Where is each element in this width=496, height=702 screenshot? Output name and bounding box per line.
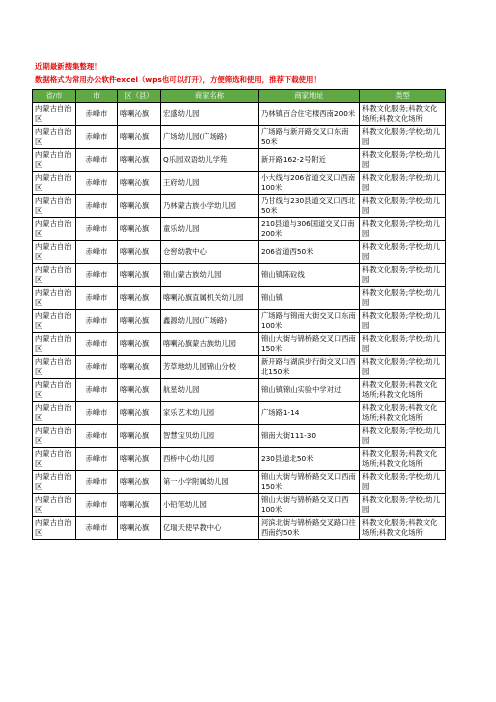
table-row bbox=[33, 471, 446, 494]
cell-type: 科教文化服务;科教文化场所;科教文化场所 bbox=[360, 402, 446, 425]
cell-district: 喀喇沁旗 bbox=[118, 402, 161, 425]
cell-name: 家乐艺术幼儿园 bbox=[161, 402, 259, 425]
cell-name: 喀喇沁旗直属机关幼儿园 bbox=[161, 287, 259, 310]
cell-type: 科教文化服务;科教文化场所;科教文化场所 bbox=[360, 103, 446, 126]
cell-province: 内蒙古自治区 bbox=[33, 218, 76, 241]
cell-type: 科教文化服务;学校;幼儿园 bbox=[360, 356, 446, 379]
col-header-province: 省/市 bbox=[33, 90, 76, 103]
cell-type: 科教文化服务;学校;幼儿园 bbox=[360, 471, 446, 494]
cell-type: 科教文化服务;学校;幼儿园 bbox=[360, 241, 446, 264]
cell-city: 赤峰市 bbox=[76, 287, 118, 310]
cell-district: 喀喇沁旗 bbox=[118, 425, 161, 448]
notice-line-1: 近期最新搜集整理！ bbox=[35, 62, 102, 71]
cell-type: 科教文化服务;科教文化场所;科教文化场所 bbox=[360, 379, 446, 402]
cell-city: 赤峰市 bbox=[76, 195, 118, 218]
table-row bbox=[33, 310, 446, 333]
cell-district: 喀喇沁旗 bbox=[118, 333, 161, 356]
cell-address: 锦山镇 bbox=[259, 287, 360, 310]
cell-address: 锦山大街与锦桥路交叉口西南150米 bbox=[259, 333, 360, 356]
cell-city: 赤峰市 bbox=[76, 356, 118, 379]
cell-address: 锦山大街与锦桥路交叉口西100米 bbox=[259, 494, 360, 517]
cell-city: 赤峰市 bbox=[76, 448, 118, 471]
table-body bbox=[33, 103, 446, 540]
business-table bbox=[32, 89, 446, 540]
cell-address: 河滨北街与锦桥路交叉路口往西南约50米 bbox=[259, 517, 360, 540]
cell-province: 内蒙古自治区 bbox=[33, 195, 76, 218]
cell-city: 赤峰市 bbox=[76, 471, 118, 494]
cell-address: 乃林镇百合住宅楼西南200米 bbox=[259, 103, 360, 126]
table-row bbox=[33, 425, 446, 448]
cell-type: 科教文化服务;科教文化场所;科教文化场所 bbox=[360, 448, 446, 471]
cell-province: 内蒙古自治区 bbox=[33, 448, 76, 471]
col-header-name: 商家名称 bbox=[161, 90, 259, 103]
table-row bbox=[33, 172, 446, 195]
cell-city: 赤峰市 bbox=[76, 103, 118, 126]
table-row bbox=[33, 126, 446, 149]
cell-province: 内蒙古自治区 bbox=[33, 379, 76, 402]
cell-type: 科教文化服务;学校;幼儿园 bbox=[360, 333, 446, 356]
cell-name: 小铅笔幼儿园 bbox=[161, 494, 259, 517]
cell-district: 喀喇沁旗 bbox=[118, 448, 161, 471]
table-row bbox=[33, 333, 446, 356]
cell-city: 赤峰市 bbox=[76, 517, 118, 540]
cell-name: 第一小学附属幼儿园 bbox=[161, 471, 259, 494]
table-row bbox=[33, 264, 446, 287]
cell-address: 乃甘线与230县道交叉口西北50米 bbox=[259, 195, 360, 218]
cell-province: 内蒙古自治区 bbox=[33, 425, 76, 448]
cell-district: 喀喇沁旗 bbox=[118, 517, 161, 540]
cell-type: 科教文化服务;学校;幼儿园 bbox=[360, 264, 446, 287]
cell-name: 智慧宝贝幼儿园 bbox=[161, 425, 259, 448]
cell-city: 赤峰市 bbox=[76, 333, 118, 356]
cell-district: 喀喇沁旗 bbox=[118, 471, 161, 494]
cell-district: 喀喇沁旗 bbox=[118, 356, 161, 379]
cell-type: 科教文化服务;学校;幼儿园 bbox=[360, 494, 446, 517]
cell-city: 赤峰市 bbox=[76, 310, 118, 333]
cell-name: 航星幼儿园 bbox=[161, 379, 259, 402]
cell-address: 广场路与新开路交叉口东南50米 bbox=[259, 126, 360, 149]
cell-address: 230县道北50米 bbox=[259, 448, 360, 471]
cell-address: 广场路与锦南大街交叉口东南100米 bbox=[259, 310, 360, 333]
cell-province: 内蒙古自治区 bbox=[33, 103, 76, 126]
table-row bbox=[33, 149, 446, 172]
cell-province: 内蒙古自治区 bbox=[33, 402, 76, 425]
cell-name: 鑫源幼儿园(广场路) bbox=[161, 310, 259, 333]
cell-name: 锦山蒙古族幼儿园 bbox=[161, 264, 259, 287]
cell-province: 内蒙古自治区 bbox=[33, 494, 76, 517]
cell-district: 喀喇沁旗 bbox=[118, 149, 161, 172]
table-row bbox=[33, 241, 446, 264]
cell-city: 赤峰市 bbox=[76, 149, 118, 172]
cell-type: 科教文化服务;学校;幼儿园 bbox=[360, 425, 446, 448]
cell-name: 喀喇沁旗蒙古族幼儿园 bbox=[161, 333, 259, 356]
cell-province: 内蒙古自治区 bbox=[33, 517, 76, 540]
table-header-row bbox=[33, 90, 446, 103]
cell-type: 科教文化服务;学校;幼儿园 bbox=[360, 149, 446, 172]
cell-name: 童乐幼儿园 bbox=[161, 218, 259, 241]
cell-city: 赤峰市 bbox=[76, 264, 118, 287]
cell-province: 内蒙古自治区 bbox=[33, 172, 76, 195]
cell-name: Q乐园双语幼儿学苑 bbox=[161, 149, 259, 172]
cell-district: 喀喇沁旗 bbox=[118, 310, 161, 333]
cell-district: 喀喇沁旗 bbox=[118, 241, 161, 264]
cell-type: 科教文化服务;学校;幼儿园 bbox=[360, 218, 446, 241]
cell-district: 喀喇沁旗 bbox=[118, 126, 161, 149]
cell-city: 赤峰市 bbox=[76, 218, 118, 241]
cell-district: 喀喇沁旗 bbox=[118, 379, 161, 402]
cell-name: 芳草地幼儿园锦山分校 bbox=[161, 356, 259, 379]
cell-name: 广场幼儿园(广场路) bbox=[161, 126, 259, 149]
col-header-district: 区（县） bbox=[118, 90, 161, 103]
cell-address: 206省道西50米 bbox=[259, 241, 360, 264]
cell-city: 赤峰市 bbox=[76, 425, 118, 448]
cell-district: 喀喇沁旗 bbox=[118, 264, 161, 287]
cell-name: 亿瑞天使早教中心 bbox=[161, 517, 259, 540]
cell-province: 内蒙古自治区 bbox=[33, 149, 76, 172]
cell-type: 科教文化服务;学校;幼儿园 bbox=[360, 126, 446, 149]
cell-name: 西桥中心幼儿园 bbox=[161, 448, 259, 471]
cell-address: 新开路162-2号附近 bbox=[259, 149, 360, 172]
cell-address: 小大线与206省道交叉口西南100米 bbox=[259, 172, 360, 195]
cell-province: 内蒙古自治区 bbox=[33, 310, 76, 333]
table-row bbox=[33, 448, 446, 471]
cell-address: 广场路1-14 bbox=[259, 402, 360, 425]
col-header-address: 商家地址 bbox=[259, 90, 360, 103]
table-row bbox=[33, 402, 446, 425]
cell-province: 内蒙古自治区 bbox=[33, 471, 76, 494]
cell-type: 科教文化服务;科教文化场所;科教文化场所 bbox=[360, 517, 446, 540]
cell-province: 内蒙古自治区 bbox=[33, 241, 76, 264]
cell-city: 赤峰市 bbox=[76, 379, 118, 402]
cell-type: 科教文化服务;学校;幼儿园 bbox=[360, 172, 446, 195]
cell-district: 喀喇沁旗 bbox=[118, 195, 161, 218]
cell-name: 仓窖幼教中心 bbox=[161, 241, 259, 264]
cell-district: 喀喇沁旗 bbox=[118, 218, 161, 241]
cell-type: 科教文化服务;学校;幼儿园 bbox=[360, 310, 446, 333]
cell-province: 内蒙古自治区 bbox=[33, 287, 76, 310]
cell-district: 喀喇沁旗 bbox=[118, 494, 161, 517]
col-header-city: 市 bbox=[76, 90, 118, 103]
table-row bbox=[33, 356, 446, 379]
cell-city: 赤峰市 bbox=[76, 126, 118, 149]
notice-line-2: 数据格式为常用办公软件excel（wps也可以打开），方便筛选和使用，推荐下载使用！ bbox=[35, 75, 321, 84]
cell-name: 王府幼儿园 bbox=[161, 172, 259, 195]
cell-address: 210县道与306国道交叉口南200米 bbox=[259, 218, 360, 241]
cell-district: 喀喇沁旗 bbox=[118, 103, 161, 126]
cell-address: 锦南大街111-30 bbox=[259, 425, 360, 448]
cell-city: 赤峰市 bbox=[76, 402, 118, 425]
cell-name: 乃林蒙古族小学幼儿园 bbox=[161, 195, 259, 218]
table-row bbox=[33, 517, 446, 540]
cell-province: 内蒙古自治区 bbox=[33, 126, 76, 149]
table-row bbox=[33, 195, 446, 218]
cell-province: 内蒙古自治区 bbox=[33, 333, 76, 356]
cell-district: 喀喇沁旗 bbox=[118, 172, 161, 195]
cell-city: 赤峰市 bbox=[76, 172, 118, 195]
cell-name: 宏盛幼儿园 bbox=[161, 103, 259, 126]
table-row bbox=[33, 494, 446, 517]
cell-province: 内蒙古自治区 bbox=[33, 356, 76, 379]
cell-type: 科教文化服务;学校;幼儿园 bbox=[360, 287, 446, 310]
cell-address: 锦山镇陈砬线 bbox=[259, 264, 360, 287]
col-header-type: 类型 bbox=[360, 90, 446, 103]
table-row bbox=[33, 103, 446, 126]
cell-district: 喀喇沁旗 bbox=[118, 287, 161, 310]
cell-province: 内蒙古自治区 bbox=[33, 264, 76, 287]
table-row bbox=[33, 379, 446, 402]
cell-address: 新开路与湖滨步行街交叉口西北150米 bbox=[259, 356, 360, 379]
cell-address: 锦山大街与锦桥路交叉口西南150米 bbox=[259, 471, 360, 494]
table-row bbox=[33, 287, 446, 310]
cell-city: 赤峰市 bbox=[76, 241, 118, 264]
cell-city: 赤峰市 bbox=[76, 494, 118, 517]
table-row bbox=[33, 218, 446, 241]
cell-address: 锦山镇锦山实验中学对过 bbox=[259, 379, 360, 402]
cell-type: 科教文化服务;学校;幼儿园 bbox=[360, 195, 446, 218]
